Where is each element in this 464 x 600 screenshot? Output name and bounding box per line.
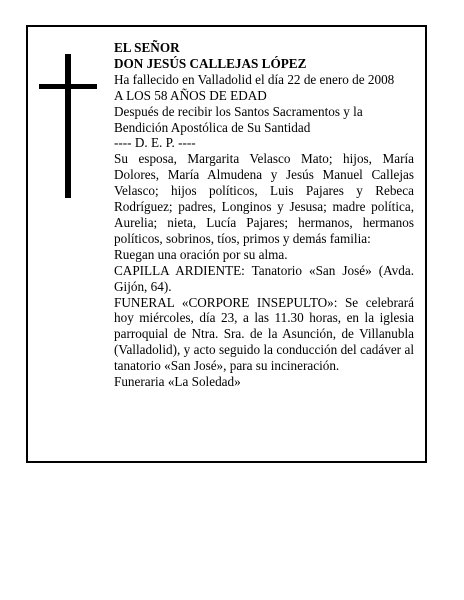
- cross-vertical-bar: [65, 54, 71, 198]
- notice-text: [114, 40, 414, 390]
- family-paragraph: Su esposa, Margarita Velasco Mato; hijos, María Dolores, María Almudena y Jesús Manuel Callejas Velasco; hijos políticos, Luis Pajares y Rebeca Rodríguez; padres, Longinos y Jesusa; madre política, Aurelia; nieta, Lucía Pajares; hermanos, hermanos políticos, sobrinos, tíos, primos y demás familia:: [114, 151, 414, 246]
- notice-title: EL SEÑOR: [114, 40, 180, 55]
- prayer-line: Ruegan una oración por su alma.: [114, 246, 288, 262]
- funeral-home-line: Funeraria «La Soledad»: [114, 374, 241, 390]
- rip-line: ---- D. E. P. ----: [114, 135, 196, 151]
- funeral-paragraph: FUNERAL «CORPORE INSEPULTO»: Se celebrará hoy miércoles, día 23, a las 11.30 horas, en la iglesia parroquial de Ntra. Sra. de la Asunción, de Villanubla (Valladolid), y acto seguido la conducción del cadáver al tanatorio «San José», para su incineración.: [114, 294, 414, 374]
- deceased-name: DON JESÚS CALLEJAS LÓPEZ: [114, 55, 307, 71]
- age-line: A LOS 58 AÑOS DE EDAD: [114, 87, 267, 103]
- sacraments-line: Después de recibir los Santos Sacramentos y la Bendición Apostólica de Su Santidad: [114, 103, 363, 135]
- cross-horizontal-bar: [39, 84, 97, 89]
- obituary-notice: [26, 25, 427, 463]
- cross-icon: [39, 54, 97, 198]
- death-line: Ha fallecido en Valladolid el día 22 de enero de 2008: [114, 71, 395, 87]
- chapel-line: CAPILLA ARDIENTE: Tanatorio «San José» (Avda. Gijón, 64).: [114, 262, 414, 294]
